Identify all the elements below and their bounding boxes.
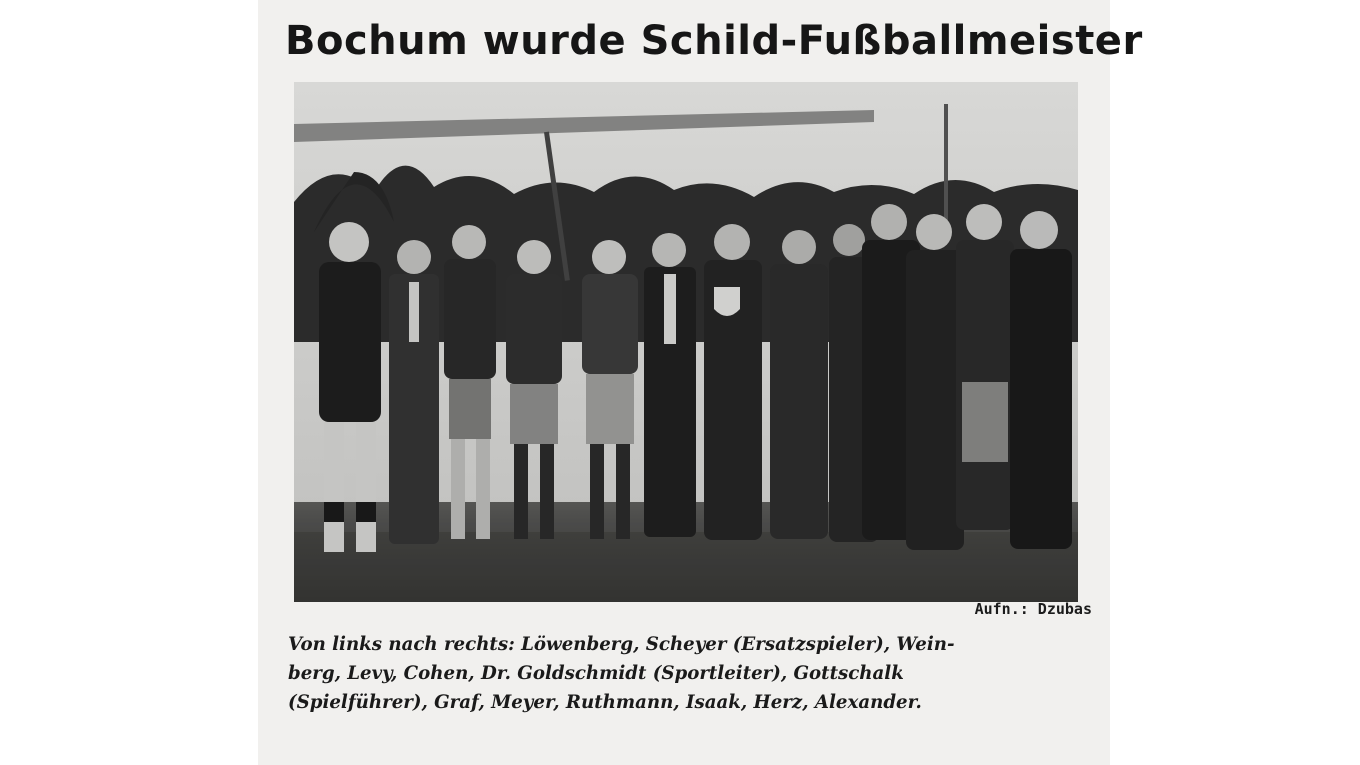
headline: Bochum wurde Schild-Fußballmeister bbox=[285, 18, 1143, 64]
caption-line: (Spielführer), Graf, Meyer, Ruthmann, Isaak, Herz, Alexander. bbox=[288, 692, 922, 713]
caption-line: berg, Levy, Cohen, Dr. Goldschmidt (Sportleiter), Gottschalk bbox=[288, 663, 904, 684]
photo-caption bbox=[288, 630, 1100, 717]
team-photo bbox=[294, 82, 1078, 602]
caption-line: Von links nach rechts: Löwenberg, Scheyer (Ersatzspieler), Wein- bbox=[288, 634, 955, 655]
photo-credit: Aufn.: Dzubas bbox=[974, 600, 1092, 618]
team-photo-illustration bbox=[294, 82, 1078, 602]
